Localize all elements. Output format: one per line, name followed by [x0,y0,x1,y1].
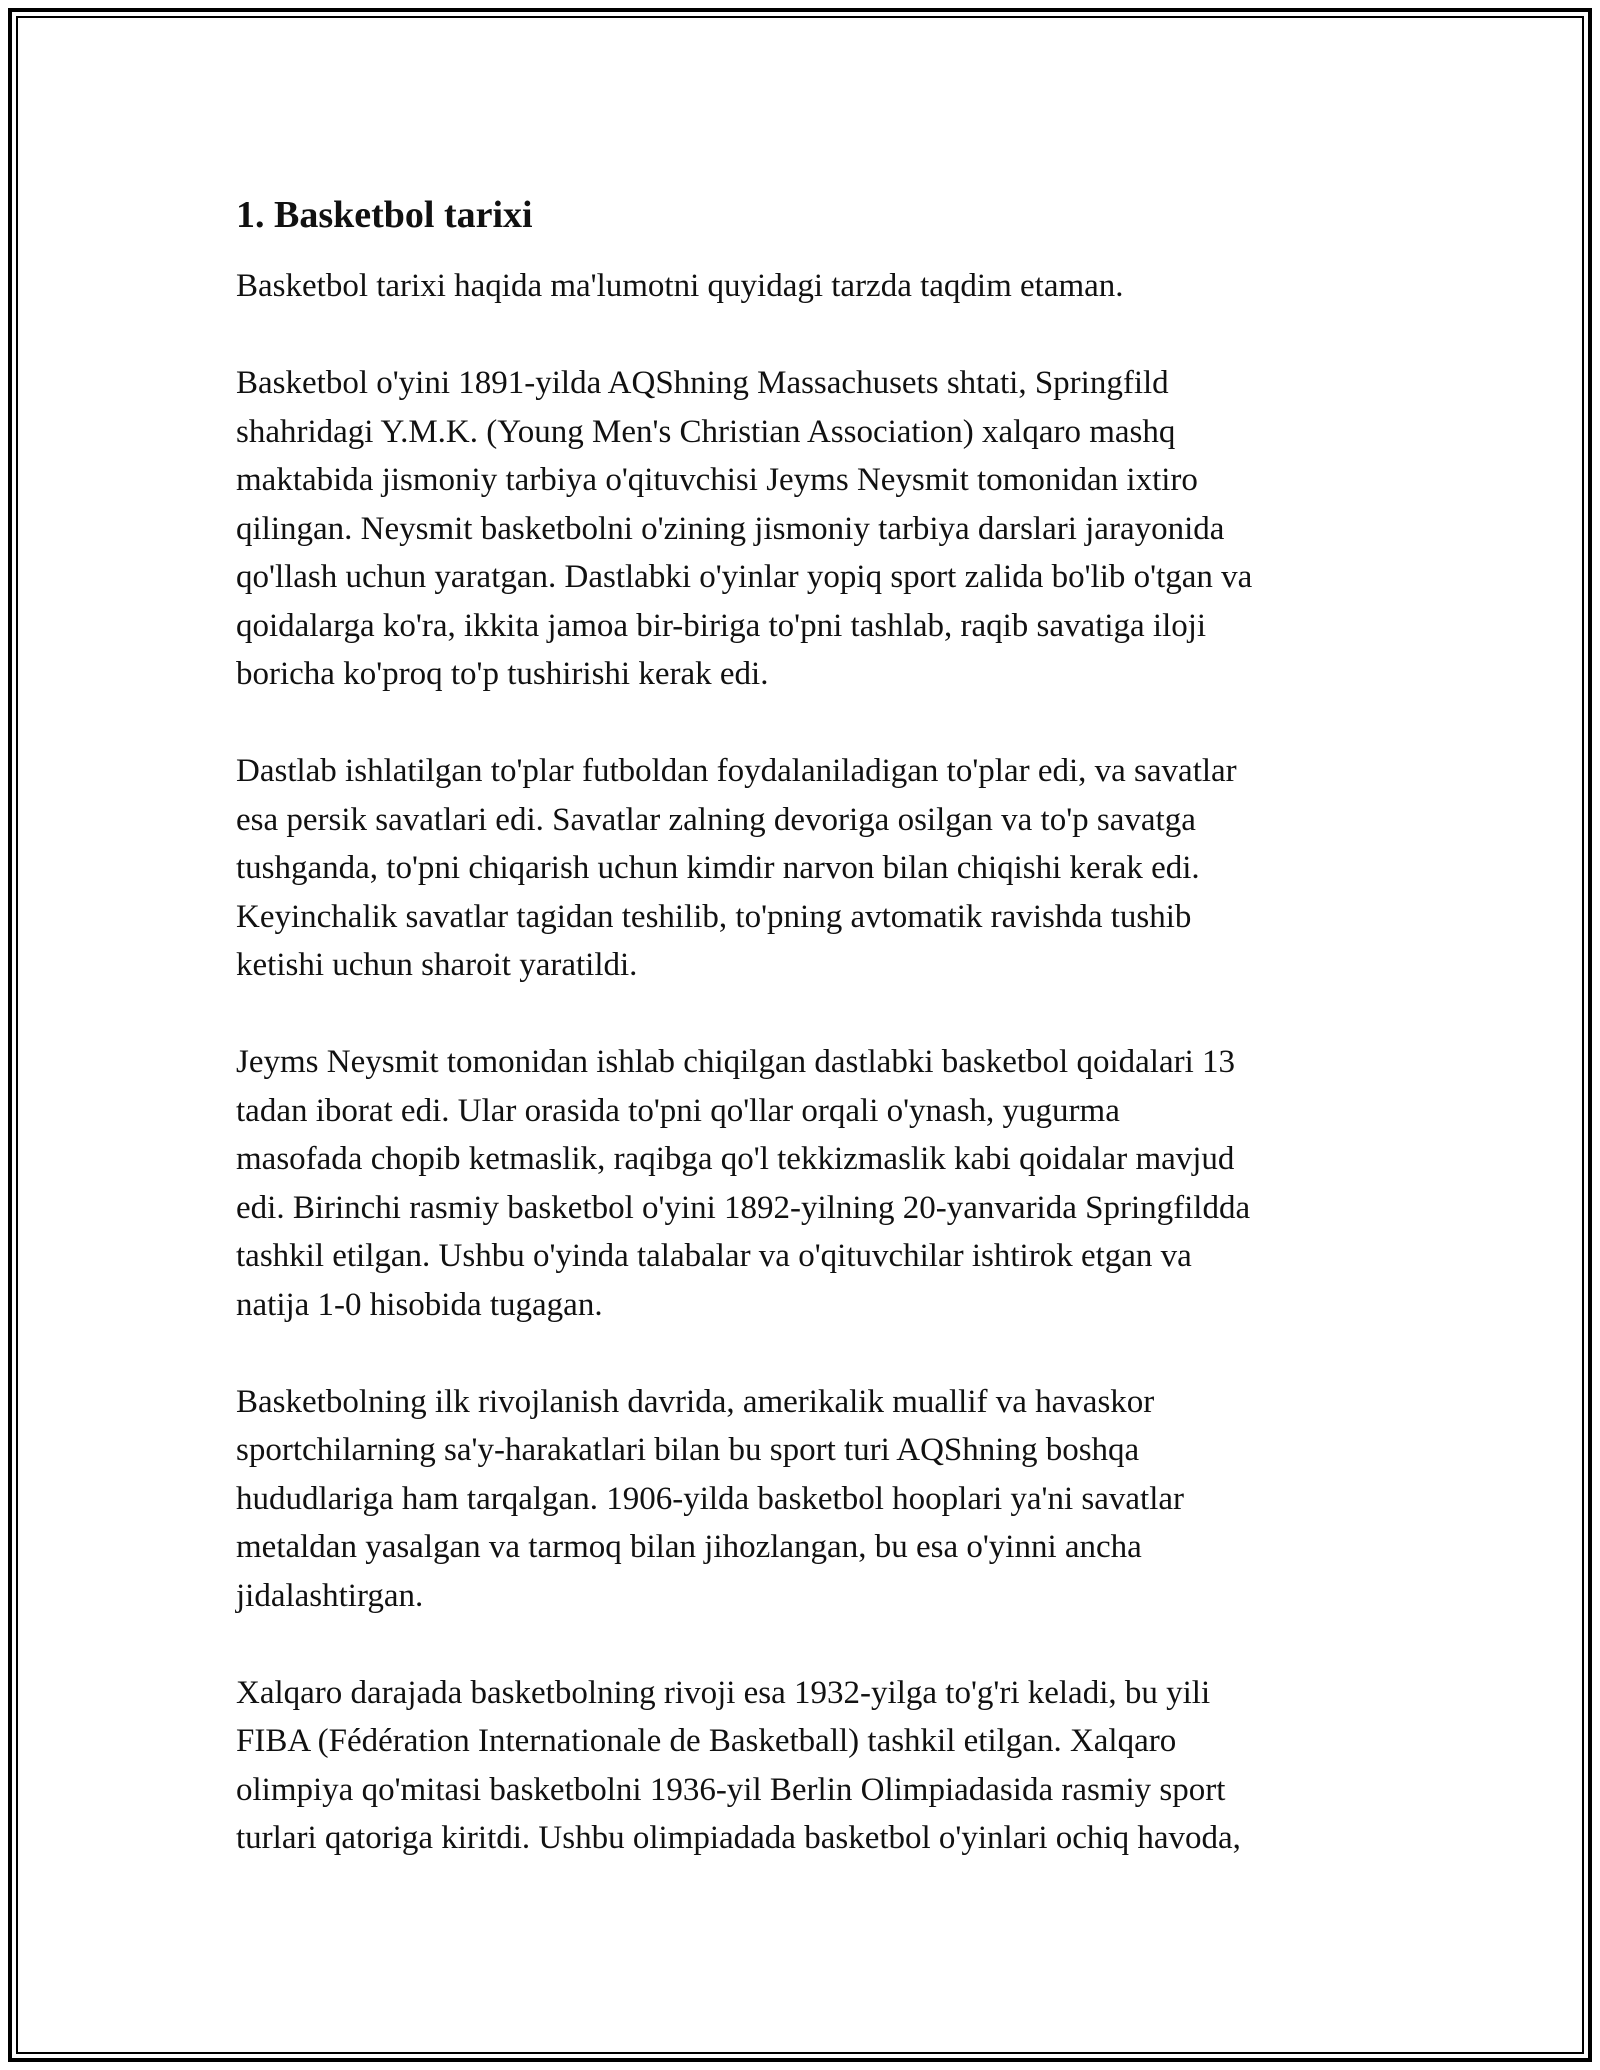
paragraph-early-equipment: Dastlab ishlatilgan to'plar futboldan foydalaniladigan to'plar edi, va savatlar esa persik savatlari edi. Savatlar zalning devoriga osilgan va to'p savatga tushganda, to'pni chiqarish uchun kimdir narvon bilan chiqishi kerak edi. Keyinchalik savatlar tagidan teshilib, to'pning avtomatik ravishda tushib ketishi uchun sharoit yaratildi. [236,753,1237,983]
paragraph-first-rules: Jeyms Neysmit tomonidan ishlab chiqilgan dastlabki basketbol qoidalari 13 tadan iborat edi. Ular orasida to'pni qo'llar orqali o'ynash, yugurma masofada chopib ketmaslik, raqibga qo'l tekkizmaslik kabi qoidalar mavjud edi. Birinchi rasmiy basketbol o'yini 1892-yilning 20-yanvarida Springfildda tashkil etilgan. Ushbu o'yinda talabalar va o'qituvchilar ishtirok etgan va natija 1-0 hisobida tugagan. [236,1044,1251,1323]
paragraph-early-development: Basketbolning ilk rivojlanish davrida, amerikalik muallif va havaskor sportchilarning sa'y-harakatlari bilan bu sport turi AQShning boshqa hududlariga ham tarqalgan. 1906-yilda basketbol hooplari ya'ni savatlar metaldan yasalgan va tarmoq bilan jihozlangan, bu esa o'yinni ancha jidalashtirgan. [236,1383,1184,1614]
paragraph-intro: Basketbol tarixi haqida ma'lumotni quyidagi tarzda taqdim etaman. [236,268,1124,304]
paragraph-invention: Basketbol o'yini 1891-yilda AQShning Massachusets shtati, Springfild shahridagi Y.M.K. (Young Men's Christian Association) xalqaro mashq maktabida jismoniy tarbiya o'qituvchisi Jeyms Neysmit tomonidan ixtiro qilingan. Neysmit basketbolni o'zining jismoniy tarbiya darslari jarayonida qo'llash uchun yaratgan. Dastlabki o'yinlar yopiq sport zalida bo'lib o'tgan va qoidalarga ko'ra, ikkita jamoa bir-biriga to'pni tashlab, raqib savatiga iloji boricha ko'proq to'p tushirishi kerak edi. [236,365,1253,692]
section-heading: 1. Basketbol tarixi [236,194,533,236]
paragraph-international: Xalqaro darajada basketbolning rivoji esa 1932-yilga to'g'ri keladi, bu yili FIBA (Fédération Internationale de Basketball) tashkil etilgan. Xalqaro olimpiya qo'mitasi basketbolni 1936-yil Berlin Olimpiadasida rasmiy sport turlari qatoriga kiritdi. Ushbu olimpiadada basketbol o'yinlari ochiq havoda, [236,1674,1241,1856]
document-body [236,188,1386,1863]
